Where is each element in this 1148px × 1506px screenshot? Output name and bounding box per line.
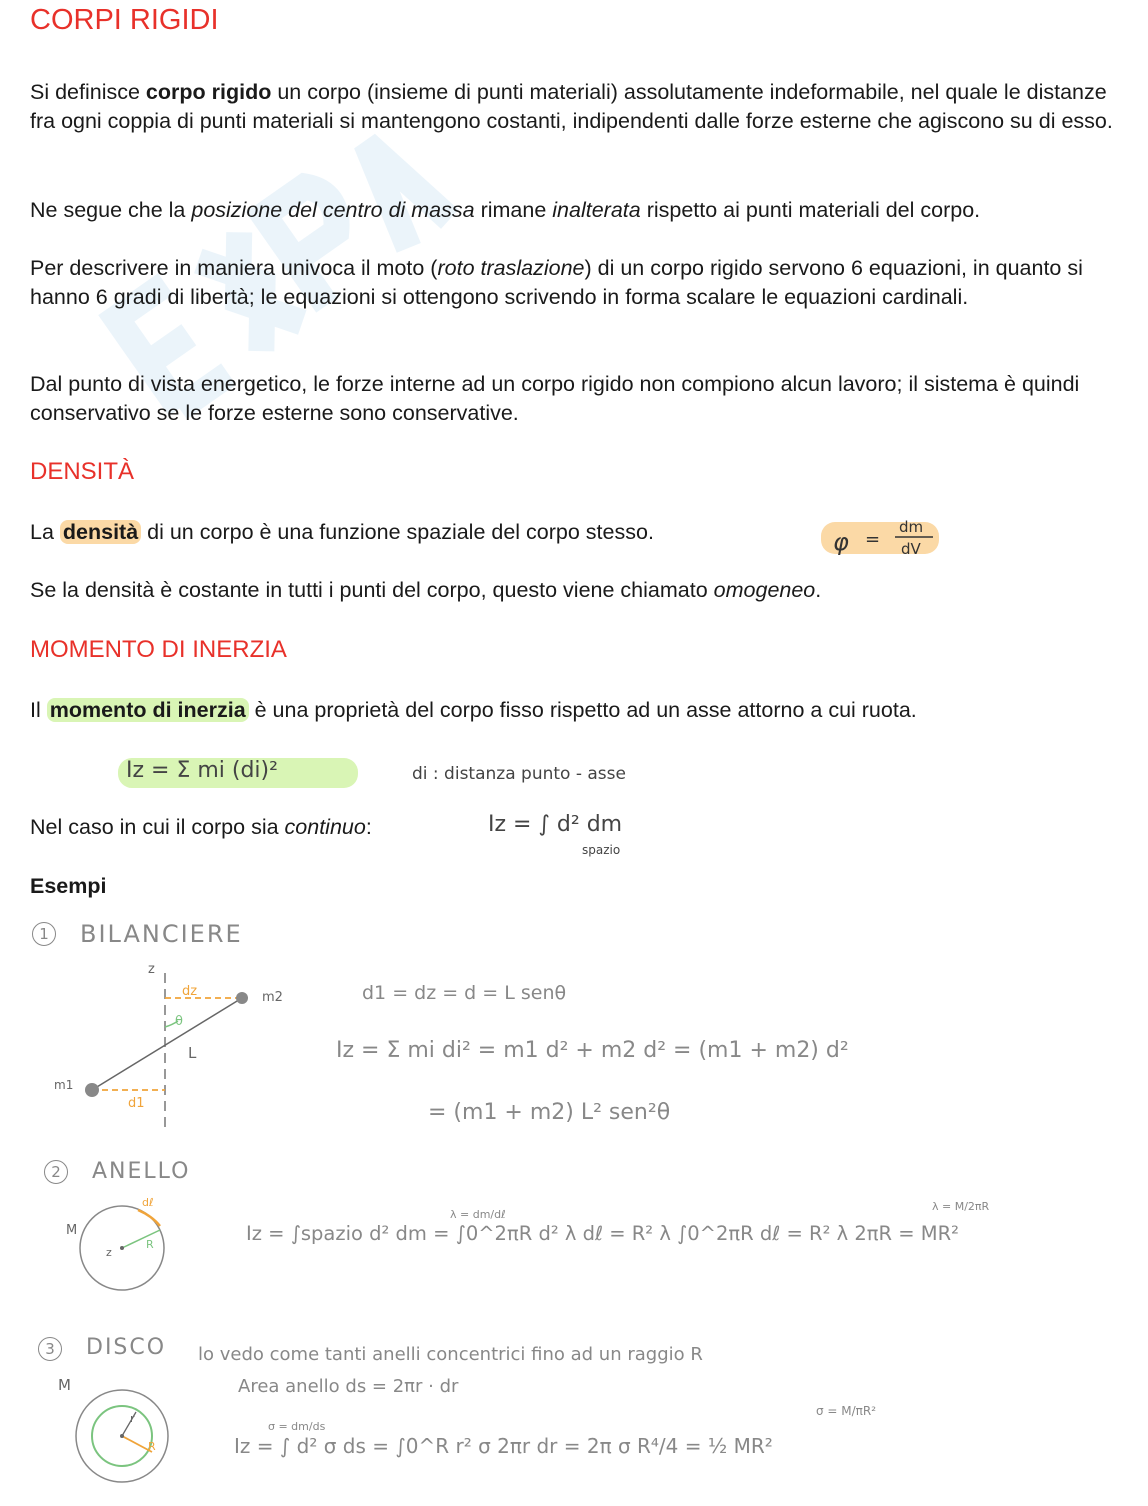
bilanciere-diagram [40,955,300,1135]
p2-italic: posizione del centro di massa [191,198,475,222]
densita-text: La [30,520,60,544]
densita-definition [30,518,654,547]
momento-text: Il [30,698,47,722]
formula-continuous-sub: spazio [582,843,621,857]
page-title: CORPI RIGIDI [30,4,219,36]
distanza-note: di : distanza punto - asse [412,764,626,784]
p3-after: ) di un corpo rigido servono 6 equazioni, in quanto si hanno 6 gradi di libertà; le equazioni si ottengono scrivendo in forma scalare le equazioni cardinali. [30,256,1083,309]
p1-text: Si definisce [30,80,146,104]
densita-omogeneo [30,576,821,605]
paragraph-moto [30,254,1120,312]
label-theta: θ [175,1014,183,1029]
densita-text-rest: di un corpo è una funzione spaziale del corpo stesso. [141,520,654,544]
dv-denominator: dV [901,540,921,558]
label-d1: d1 [128,1096,145,1111]
densita-formula [815,512,945,562]
label-z: z [148,962,155,977]
ex2-lambda-sub: λ = dm/dℓ [450,1208,506,1221]
ex3-note1: lo vedo come tanti anelli concentrici fino ad un raggio R [198,1344,703,1365]
paragraph-corpo-rigido [30,78,1120,136]
continuo-italic: continuo [284,815,366,839]
ex2-number: 2 [44,1160,68,1184]
paragraph-centro-massa [30,196,1130,225]
ex3-note2: Area anello ds = 2πr · dr [238,1376,459,1397]
equals-sign: = [865,529,881,550]
disco-label-r: r [130,1412,135,1425]
omogeneo-text: Se la densità è costante in tutti i punti del corpo, questo viene chiamato [30,578,714,602]
ex1-number: 1 [32,922,56,946]
anello-label-z: z [106,1246,112,1259]
heading-densita: DENSITÀ [30,458,135,485]
continuo-text: Nel caso in cui il corpo sia [30,815,285,839]
omogeneo-dot: . [815,578,822,602]
label-m2: m2 [262,990,283,1005]
p1-text-rest: un corpo (insieme di punti materiali) assolutamente indeformabile, nel quale le distanze fra ogni coppia di punti materiali si mantengono costanti, indipendenti dalle forze esterne che agiscono su di esso. [30,80,1113,133]
label-dz: dz [182,984,198,999]
densita-highlight: densità [60,520,141,544]
rho-symbol: φ [833,528,849,556]
anello-label-M: M [66,1223,78,1238]
formula-discrete: Iz = Σ mi (di)² [126,758,278,783]
paragraph-energetico: Dal punto di vista energetico, le forze interne ad un corpo rigido non compiono alcun lavoro; il sistema è quindi conservativo se le forze esterne sono conservative. [30,372,1080,425]
momento-text-rest: è una proprietà del corpo fisso rispetto ad un asse attorno a cui ruota. [248,698,917,722]
label-m1: m1 [54,1078,74,1092]
anello-diagram [60,1190,190,1300]
ex1-line3: = (m1 + m2) L² sen²θ [428,1100,671,1125]
ex1-line2: Iz = Σ mi di² = m1 d² + m2 d² = (m1 + m2) d² [336,1038,849,1063]
continuo-colon: : [365,815,372,839]
ex1-title: BILANCIERE [80,920,243,948]
disco-diagram [56,1372,186,1502]
ex3-formula: Iz = ∫ d² σ ds = ∫0^R r² σ 2πr dr = 2π σ R⁴/4 = ½ MR² [234,1434,773,1458]
p3-italic: roto traslazione [437,256,585,280]
anello-label-R: R [146,1238,154,1251]
ex2-lambda2-sub: λ = M/2πR [932,1200,990,1213]
formula-continuous: Iz = ∫ d² dm [488,812,623,837]
ex1-line1: d1 = dz = d = L senθ [362,982,567,1004]
heading-momento-inerzia: MOMENTO DI INERZIA [30,636,287,663]
p2-mid: rimane [474,198,553,222]
ex3-title: DISCO [86,1335,167,1360]
label-L: L [188,1044,197,1062]
p2-after: rispetto ai punti materiali del corpo. [640,198,981,222]
anello-label-dl: dℓ [142,1196,154,1209]
ex2-title: ANELLO [92,1159,191,1184]
continuo-line [30,813,372,842]
heading-esempi: Esempi [30,874,107,898]
p1-bold: corpo rigido [145,80,272,104]
p2-text: Ne segue che la [30,198,192,222]
omogeneo-italic: omogeneo [713,578,816,602]
ex2-formula: Iz = ∫spazio d² dm = ∫0^2πR d² λ dℓ = R² λ ∫0^2πR dℓ = R² λ 2πR = MR² [246,1222,959,1245]
disco-label-R: R [148,1440,156,1453]
momento-highlight: momento di inerzia [47,698,249,722]
densita-formula-text: ρ = dm/dV [825,520,831,521]
dm-numerator: dm [899,518,924,536]
disco-label-M: M [58,1376,71,1394]
p3-text: Per descrivere in maniera univoca il moto ( [30,256,438,280]
p2-italic2: inalterata [552,198,641,222]
ex3-number: 3 [38,1337,62,1361]
momento-definition [30,696,917,725]
ex3-sigma2-sub: σ = M/πR² [816,1404,877,1418]
ex3-sigma-sub: σ = dm/ds [268,1420,326,1433]
